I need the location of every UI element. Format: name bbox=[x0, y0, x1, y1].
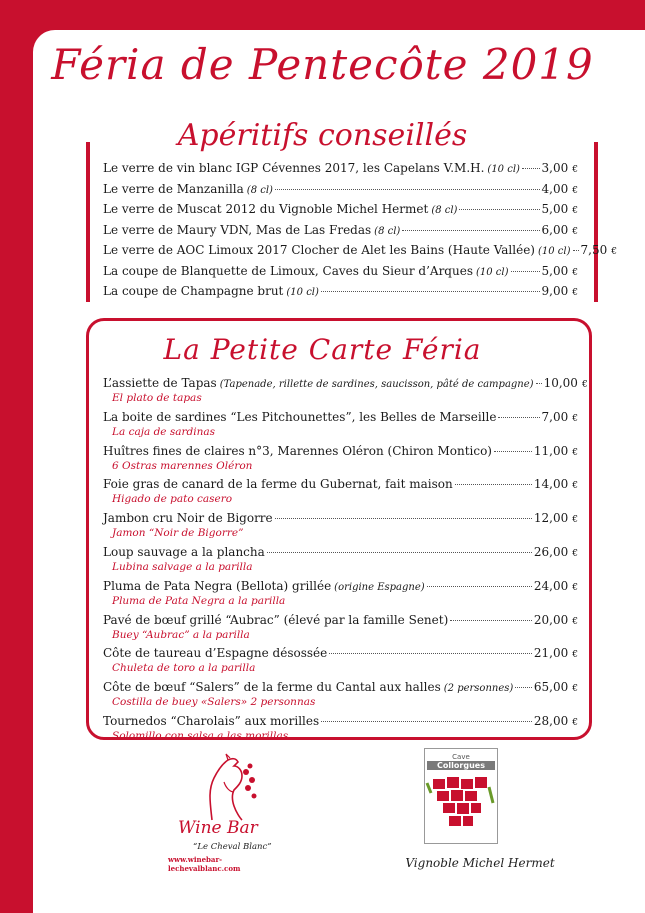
cave-collorgues-logo bbox=[400, 748, 560, 878]
dish-price: 12,00 bbox=[533, 511, 569, 526]
menu-item bbox=[103, 714, 578, 748]
dish-price: 65,00 bbox=[533, 680, 569, 695]
menu-list bbox=[103, 376, 588, 748]
dot-leader bbox=[275, 518, 532, 519]
aperitif-item bbox=[103, 182, 578, 203]
currency: € bbox=[572, 481, 578, 492]
dot-leader bbox=[536, 383, 542, 384]
menu-item bbox=[103, 376, 588, 410]
aperitifs-list bbox=[103, 161, 617, 305]
menu-item-line bbox=[103, 376, 588, 392]
item-name: Le verre de Maury VDN, Mas de Las Fredas bbox=[103, 222, 372, 237]
currency: € bbox=[572, 165, 578, 175]
menu-item-line bbox=[103, 680, 578, 696]
menu-item-line bbox=[103, 444, 578, 460]
item-volume: (8 cl) bbox=[431, 205, 458, 216]
dot-leader bbox=[455, 484, 532, 485]
item-volume: (8 cl) bbox=[246, 184, 273, 196]
currency: € bbox=[572, 515, 578, 526]
item-volume: (10 cl) bbox=[537, 246, 571, 257]
vignoble-signature: Vignoble Michel Hermet bbox=[405, 856, 555, 870]
item-name: Le verre de Muscat 2012 du Vignoble Michel Hermet bbox=[103, 202, 429, 216]
menu-item-line bbox=[103, 714, 578, 730]
aperitif-item bbox=[103, 284, 578, 305]
menu-item-line bbox=[103, 410, 578, 426]
cave-name-text: Collorgues bbox=[427, 761, 495, 770]
dish-name: L’assiette de Tapas bbox=[103, 376, 217, 390]
currency: € bbox=[572, 717, 578, 728]
currency: € bbox=[572, 267, 578, 278]
dish-translation: Jamon “Noir de Bigorre” bbox=[112, 527, 244, 540]
dish-name: Tournedos “Charolais” aux morilles bbox=[103, 713, 320, 728]
dish-name: Pluma de Pata Negra (Bellota) grillée bbox=[103, 578, 332, 593]
currency: € bbox=[572, 413, 578, 424]
currency: € bbox=[572, 206, 578, 216]
aperitif-item bbox=[103, 223, 578, 244]
dish-name: Côte de taureau d’Espagne désossée bbox=[103, 646, 328, 661]
dish-translation: Lubina salvage a la parilla bbox=[112, 560, 253, 573]
wine-bar-title: Wine Bar bbox=[178, 818, 258, 838]
menu-item bbox=[103, 477, 578, 511]
dish-translation: El plato de tapas bbox=[112, 392, 202, 404]
item-price: 6,00 bbox=[541, 222, 569, 237]
dish-name: Huîtres fines de claires n°3, Marennes Oléron (Chiron Montico) bbox=[103, 443, 492, 458]
currency: € bbox=[572, 185, 578, 196]
frame-right-bar bbox=[594, 142, 598, 302]
menu-item-line bbox=[103, 646, 578, 662]
menu-heading: La Petite Carte Féria bbox=[163, 333, 482, 366]
currency: € bbox=[611, 247, 617, 257]
wine-bar-logo bbox=[160, 752, 290, 882]
dish-price: 10,00 bbox=[543, 376, 578, 390]
menu-item-line bbox=[103, 511, 578, 527]
dish-price: 26,00 bbox=[533, 544, 569, 559]
horse-icon bbox=[182, 752, 272, 822]
menu-item-line bbox=[103, 579, 578, 595]
cave-label bbox=[424, 748, 498, 844]
menu-item bbox=[103, 410, 578, 444]
item-volume: (8 cl) bbox=[374, 225, 401, 237]
dot-leader bbox=[267, 552, 532, 553]
dish-translation: Costilla de buey «Salers» 2 personnas bbox=[112, 696, 316, 709]
dish-name: Loup sauvage a la plancha bbox=[103, 544, 265, 559]
dot-leader bbox=[498, 417, 539, 418]
dish-translation: Chuleta de toro a la parilla bbox=[112, 662, 256, 675]
currency: € bbox=[572, 582, 578, 593]
item-price: 5,00 bbox=[541, 202, 569, 216]
wine-bar-subtitle: “Le Cheval Blanc” bbox=[193, 842, 272, 852]
currency: € bbox=[572, 684, 578, 695]
frame-left-bar bbox=[86, 142, 90, 302]
dot-leader bbox=[515, 687, 532, 688]
item-name: Le verre de AOC Limoux 2017 Clocher de Alet les Bains (Haute Vallée) bbox=[103, 243, 535, 257]
dish-name: Jambon cru Noir de Bigorre bbox=[103, 511, 273, 526]
dish-price: 14,00 bbox=[533, 477, 569, 492]
dish-note: (Tapenade, rillette de sardines, saucisson, pâté de campagne) bbox=[219, 379, 534, 390]
aperitif-item bbox=[103, 202, 578, 223]
dish-translation: Solomillo con salsa a las morillas bbox=[112, 729, 289, 742]
menu-item bbox=[103, 680, 578, 714]
item-price: 5,00 bbox=[541, 263, 569, 278]
dish-price: 28,00 bbox=[533, 713, 569, 728]
item-name: Le verre de vin blanc IGP Cévennes 2017, les Capelans V.M.H. bbox=[103, 161, 485, 175]
dot-leader bbox=[427, 586, 532, 587]
dot-leader bbox=[522, 168, 540, 169]
item-name: Le verre de Manzanilla bbox=[103, 181, 244, 196]
currency: € bbox=[572, 288, 578, 298]
dish-name: Côte de bœuf “Salers” de la ferme du Cantal aux halles bbox=[103, 680, 441, 695]
grape-icon bbox=[425, 773, 497, 843]
dish-name: Foie gras de canard de la ferme du Gubernat, fait maison bbox=[103, 477, 453, 492]
dish-translation: Buey “Aubrac” a la parilla bbox=[112, 628, 250, 641]
menu-item bbox=[103, 511, 578, 545]
item-name: La coupe de Blanquette de Limoux, Caves du Sieur d’Arques bbox=[103, 263, 473, 278]
item-price: 3,00 bbox=[541, 161, 569, 175]
dot-leader bbox=[329, 653, 532, 654]
item-volume: (10 cl) bbox=[475, 266, 509, 278]
cave-top-text: Cave bbox=[452, 753, 470, 761]
dish-name: Pavé de bœuf grillé “Aubrac” (élevé par la famille Senet) bbox=[103, 612, 449, 627]
aperitif-item bbox=[103, 264, 578, 285]
dot-leader bbox=[275, 189, 540, 190]
dot-leader bbox=[402, 230, 539, 231]
aperitif-item bbox=[103, 243, 617, 264]
aperitifs-heading: Apéritifs conseillés bbox=[177, 118, 468, 153]
dot-leader bbox=[494, 451, 532, 452]
menu-item bbox=[103, 646, 578, 680]
dot-leader bbox=[573, 250, 579, 251]
dot-leader bbox=[321, 291, 540, 292]
dish-price: 21,00 bbox=[533, 646, 569, 661]
dot-leader bbox=[511, 271, 540, 272]
dish-translation: Pluma de Pata Negra a la parilla bbox=[112, 594, 286, 607]
menu-item-line bbox=[103, 613, 578, 629]
currency: € bbox=[572, 226, 578, 237]
page-title: Féria de Pentecôte 2019 bbox=[51, 40, 594, 89]
item-price: 7,50 bbox=[580, 243, 608, 257]
dish-translation: La caja de sardinas bbox=[112, 425, 215, 438]
item-volume: (10 cl) bbox=[286, 287, 319, 298]
dot-leader bbox=[459, 209, 539, 210]
dish-note: (origine Espagne) bbox=[334, 581, 425, 593]
currency: € bbox=[572, 548, 578, 559]
dish-note: (2 personnes) bbox=[443, 683, 514, 695]
menu-item bbox=[103, 613, 578, 647]
dish-name: La boite de sardines “Les Pitchounettes”, les Belles de Marseille bbox=[103, 409, 497, 424]
item-name: La coupe de Champagne brut bbox=[103, 284, 284, 298]
menu-item-line bbox=[103, 545, 578, 561]
dish-price: 20,00 bbox=[533, 612, 569, 627]
wine-bar-url: www.winebar-lechevalblanc.com bbox=[168, 855, 241, 873]
currency: € bbox=[572, 616, 578, 627]
currency: € bbox=[572, 650, 578, 661]
item-price: 4,00 bbox=[541, 181, 569, 196]
dish-translation: 6 Ostras marennes Oléron bbox=[112, 459, 253, 472]
currency: € bbox=[581, 380, 588, 390]
dot-leader bbox=[450, 620, 532, 621]
currency: € bbox=[572, 447, 578, 458]
menu-item bbox=[103, 545, 578, 579]
dish-translation: Higado de pato casero bbox=[112, 493, 233, 506]
menu-item bbox=[103, 444, 578, 478]
menu-item bbox=[103, 579, 578, 613]
dot-leader bbox=[321, 721, 532, 722]
aperitif-item bbox=[103, 161, 578, 182]
menu-item-line bbox=[103, 477, 578, 493]
dish-price: 11,00 bbox=[533, 443, 569, 458]
item-price: 9,00 bbox=[541, 284, 569, 298]
dish-price: 24,00 bbox=[533, 578, 569, 593]
item-volume: (10 cl) bbox=[487, 164, 520, 175]
dish-price: 7,00 bbox=[541, 409, 569, 424]
